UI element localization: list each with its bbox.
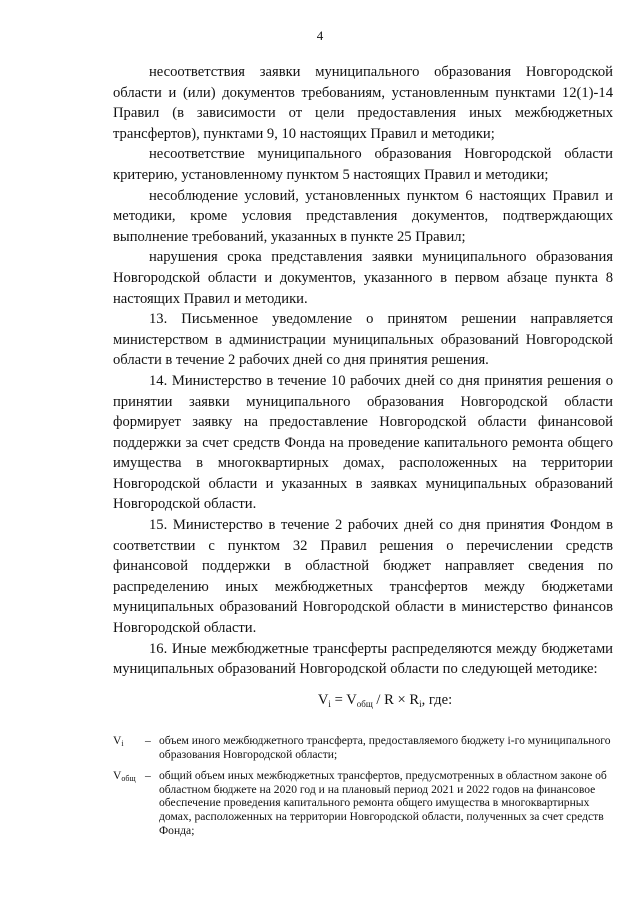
formula-lhs-sub: i xyxy=(328,699,331,709)
definition-dash: – xyxy=(145,734,151,747)
definition-item xyxy=(113,734,618,761)
formula-r-sub: i xyxy=(419,699,422,709)
formula-eq: = xyxy=(330,692,347,708)
page-number: 4 xyxy=(316,28,324,43)
formula-div: / R × R xyxy=(372,692,420,708)
paragraph: несоответствия заявки муниципального образования Новгородской области и (или) документов требованиям, установленным пунктами 12(1)-14 Правил (в зависимости от цели предоставления иных межбюджетных трансфертов), пунктами 9, 10 настоящих Правил и методики; xyxy=(113,64,613,142)
formula-lhs: V xyxy=(317,692,329,708)
paragraph: нарушения срока представления заявки муниципального образования Новгородской области и документов, указанного в первом абзаце пункта 8 настоящих Правил и методики. xyxy=(113,249,613,307)
formula-suffix: , где: xyxy=(421,692,453,708)
formula-total-sub: общ xyxy=(356,699,373,709)
formula xyxy=(0,692,640,709)
definition-item xyxy=(113,769,618,837)
symbol-base: V xyxy=(113,734,122,747)
paragraph: 15. Министерство в течение 2 рабочих дней со дня принятия Фондом в соответствии с пунктом 32 Правил решения о перечислении средств финансовой поддержки в областной бюджет направляет сведения по распределению иных межбюджетных трансфертов между бюджетами муниципальных образований Новгородской области в министерство финансов Новгородской области. xyxy=(113,517,613,637)
formula-total: V xyxy=(346,692,357,708)
paragraph: несоблюдение условий, установленных пунктом 6 настоящих Правил и методики, кроме условия представления документов, подтверждающих выполнение требований, указанных в пункте 25 Правил; xyxy=(113,187,613,245)
paragraph: 13. Письменное уведомление о принятом решении направляется министерством в администрации муниципальных образований Новгородской области в течение 2 рабочих дней со дня принятия решения. xyxy=(113,311,613,369)
definition-text: объем иного межбюджетного трансферта, предоставляемого бюджету i-го муниципального образования Новгородской области; xyxy=(159,734,611,761)
paragraph: 16. Иные межбюджетные трансферты распределяются между бюджетами муниципальных образований Новгородской области по следующей методике: xyxy=(113,640,613,678)
definition-symbol xyxy=(113,769,145,837)
paragraph: 14. Министерство в течение 10 рабочих дней со дня принятия решения о принятии заявки муниципального образования Новгородской области формирует заявку на предоставление Новгородской области финансовой поддержки за счет средств Фонда на проведение капитального ремонта общего имущества в многоквартирных домах, расположенных на территории Новгородской области и указанных в заявках муниципальных образований Новгородской области. xyxy=(113,372,613,513)
definitions-list xyxy=(113,734,618,845)
definition-text: общий объем иных межбюджетных трансфертов, предусмотренных в областном законе об областном бюджете на 2020 год и на плановый период 2021 и 2022 годов на финансовое обеспечение проведения капитального ремонта общего имущества в многоквартирных домах, расположенных на территории Новгородской области, полученных за счет средств Фонда; xyxy=(159,769,607,837)
symbol-sub: общ xyxy=(121,774,136,784)
document-body xyxy=(113,62,613,680)
symbol-base: V xyxy=(113,769,122,783)
symbol-sub: i xyxy=(121,739,124,748)
definition-dash: – xyxy=(145,769,151,783)
paragraph: несоответствие муниципального образования Новгородской области критерию, установленному пунктом 5 настоящих Правил и методики; xyxy=(113,146,613,183)
definition-symbol xyxy=(113,734,145,761)
